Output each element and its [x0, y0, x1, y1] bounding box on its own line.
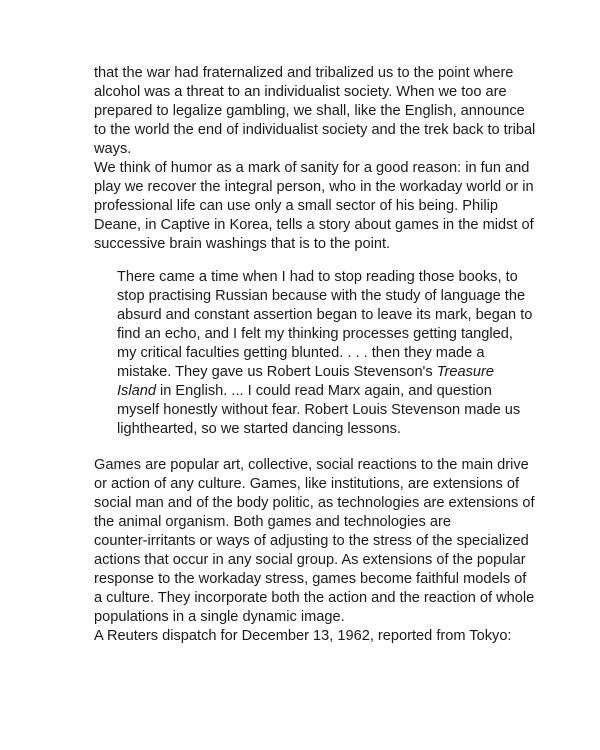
paragraph-2-line-4: Deane, in Captive in Korea, tells a story about games in the midst of [94, 217, 534, 233]
paragraph-1-line-4: to the world the end of individualist society and the trek back to tribal [94, 122, 536, 138]
paragraph-3-line-3: social man and of the body politic, as technologies are extensions of [94, 495, 535, 511]
quote-line-5: my critical faculties getting blunted. . . . then they made a [117, 345, 485, 361]
paragraph-2-line-3: professional life can use only a small sector of his being. Philip [94, 198, 498, 214]
paragraph-3-line-1: Games are popular art, collective, social reactions to the main drive [94, 457, 529, 473]
quote-line-6-text: mistake. They gave us Robert Louis Stevenson's [117, 364, 437, 380]
paragraph-2-line-5: successive brain washings that is to the point. [94, 236, 391, 252]
paragraph-1-line-2: alcohol was a threat to an individualist society. When we too are [94, 84, 507, 100]
quote-line-2: stop practising Russian because with the study of language the [117, 288, 526, 304]
quote-line-8: myself honestly without fear. Robert Louis Stevenson made us [117, 402, 521, 418]
paragraph-3-line-6: actions that occur in any social group. As extensions of the popular [94, 552, 526, 568]
paragraph-3-line-4: the animal organism. Both games and technologies are [94, 514, 451, 530]
paragraph-1-line-5: ways. [94, 141, 132, 157]
quote-line-7 [117, 382, 492, 401]
paragraph-2-line-1: We think of humor as a mark of sanity for a good reason: in fun and [94, 160, 530, 176]
quote-line-3: absurd and constant assertion began to leave its mark, began to [117, 307, 533, 323]
paragraph-1-line-3: prepared to legalize gambling, we shall, like the English, announce [94, 103, 525, 119]
paragraph-1-line-1: that the war had fraternalized and tribalized us to the point where [94, 65, 514, 81]
book-title-part-1: Treasure [436, 364, 495, 380]
quote-line-6 [117, 363, 494, 382]
paragraph-3-line-7: response to the workaday stress, games become faithful models of [94, 571, 527, 587]
quote-line-4: find an echo, and I felt my thinking processes getting tangled, [117, 326, 513, 342]
quote-line-7-text: in English. ... I could read Marx again, and question [155, 383, 492, 399]
paragraph-2-line-2: play we recover the integral person, who in the workaday world or in [94, 179, 534, 195]
book-title-part-2: Island [117, 383, 156, 399]
paragraph-3-line-5: counter-irritants or ways of adjusting to the stress of the specialized [94, 533, 529, 549]
paragraph-3-line-9: populations in a single dynamic image. [94, 609, 345, 625]
quote-line-1: There came a time when I had to stop reading those books, to [117, 269, 518, 285]
paragraph-4-line-1: A Reuters dispatch for December 13, 1962, reported from Tokyo: [94, 628, 512, 644]
quote-line-9: lighthearted, so we started dancing lessons. [117, 421, 401, 437]
paragraph-3-line-8: a culture. They incorporate both the action and the reaction of whole [94, 590, 535, 606]
paragraph-3-line-2: or action of any culture. Games, like institutions, are extensions of [94, 476, 520, 492]
